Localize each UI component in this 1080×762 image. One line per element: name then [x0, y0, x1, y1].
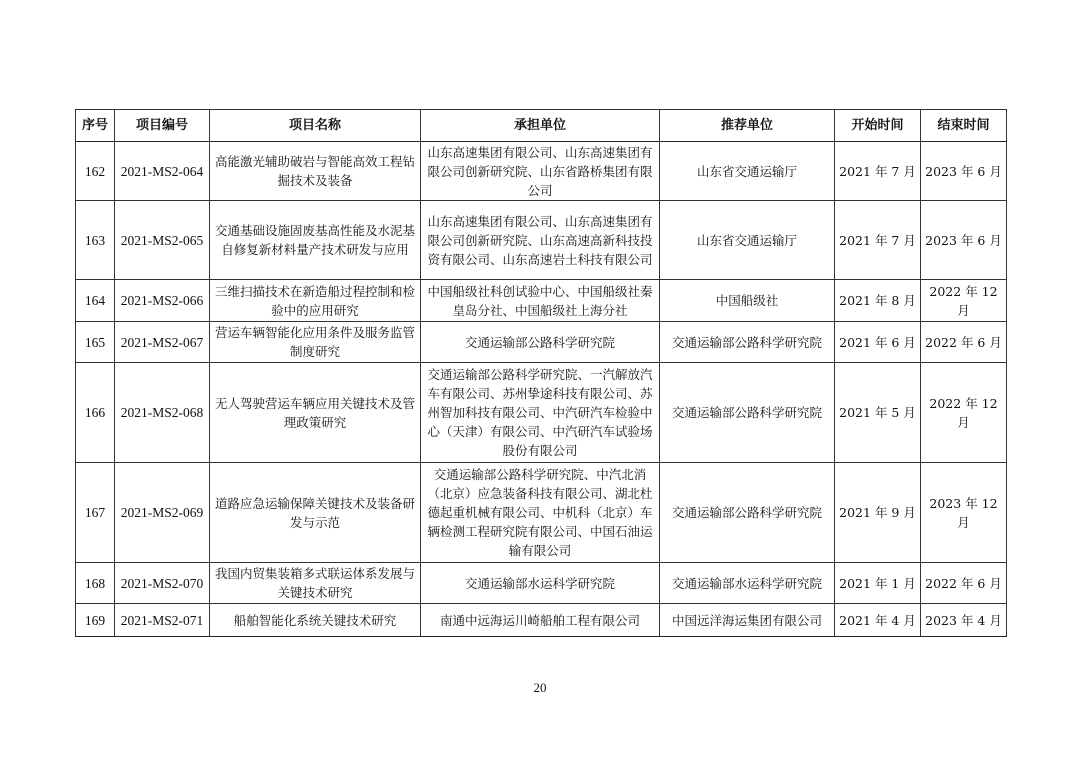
cell-code: 2021-MS2-070 [115, 563, 210, 604]
header-no: 序号 [76, 110, 115, 142]
cell-code: 2021-MS2-066 [115, 280, 210, 322]
cell-start: 2021 年 7 月 [835, 201, 921, 280]
cell-recommender: 交通运输部公路科学研究院 [660, 463, 835, 563]
cell-undertaker: 交通运输部公路科学研究院、一汽解放汽车有限公司、苏州挚途科技有限公司、苏州智加科技有限公司、中汽研汽车检验中心（天津）有限公司、中汽研汽车试验场股份有限公司 [421, 363, 660, 463]
cell-recommender: 山东省交通运输厅 [660, 142, 835, 201]
page-number: 20 [533, 680, 547, 695]
cell-no: 167 [76, 463, 115, 563]
cell-end: 2023 年 6 月 [921, 142, 1007, 201]
cell-name: 三维扫描技术在新造船过程控制和检验中的应用研究 [210, 280, 421, 322]
cell-no: 168 [76, 563, 115, 604]
cell-recommender: 交通运输部水运科学研究院 [660, 563, 835, 604]
cell-name: 营运车辆智能化应用条件及服务监管制度研究 [210, 322, 421, 363]
cell-recommender: 交通运输部公路科学研究院 [660, 363, 835, 463]
cell-undertaker: 山东高速集团有限公司、山东高速集团有限公司创新研究院、山东高速高新科技投资有限公司、山东高速岩土科技有限公司 [421, 201, 660, 280]
header-end: 结束时间 [921, 110, 1007, 142]
cell-undertaker: 南通中远海运川崎船舶工程有限公司 [421, 604, 660, 637]
cell-code: 2021-MS2-069 [115, 463, 210, 563]
cell-recommender: 中国船级社 [660, 280, 835, 322]
cell-start: 2021 年 4 月 [835, 604, 921, 637]
header-start: 开始时间 [835, 110, 921, 142]
cell-recommender: 中国远洋海运集团有限公司 [660, 604, 835, 637]
cell-name: 交通基础设施固废基高性能及水泥基自修复新材料量产技术研发与应用 [210, 201, 421, 280]
cell-code: 2021-MS2-067 [115, 322, 210, 363]
cell-end: 2023 年 12 月 [921, 463, 1007, 563]
cell-code: 2021-MS2-071 [115, 604, 210, 637]
cell-start: 2021 年 6 月 [835, 322, 921, 363]
table-row [76, 142, 1007, 201]
cell-name: 我国内贸集装箱多式联运体系发展与关键技术研究 [210, 563, 421, 604]
table-row [76, 563, 1007, 604]
cell-name: 船舶智能化系统关键技术研究 [210, 604, 421, 637]
project-table [75, 109, 1007, 637]
cell-no: 165 [76, 322, 115, 363]
cell-undertaker: 中国船级社科创试验中心、中国船级社秦皇岛分社、中国船级社上海分社 [421, 280, 660, 322]
cell-end: 2022 年 6 月 [921, 563, 1007, 604]
cell-start: 2021 年 8 月 [835, 280, 921, 322]
cell-undertaker: 交通运输部公路科学研究院 [421, 322, 660, 363]
table-row [76, 463, 1007, 563]
cell-end: 2022 年 6 月 [921, 322, 1007, 363]
cell-undertaker: 交通运输部公路科学研究院、中汽北消（北京）应急装备科技有限公司、湖北杜德起重机械有限公司、中机科（北京）车辆检测工程研究院有限公司、中国石油运输有限公司 [421, 463, 660, 563]
cell-start: 2021 年 7 月 [835, 142, 921, 201]
cell-end: 2023 年 6 月 [921, 201, 1007, 280]
header-code: 项目编号 [115, 110, 210, 142]
table-row [76, 363, 1007, 463]
cell-start: 2021 年 5 月 [835, 363, 921, 463]
table-row [76, 280, 1007, 322]
table-row [76, 322, 1007, 363]
header-recommender: 推荐单位 [660, 110, 835, 142]
cell-end: 2022 年 12 月 [921, 280, 1007, 322]
cell-no: 162 [76, 142, 115, 201]
header-undertaker: 承担单位 [421, 110, 660, 142]
cell-recommender: 交通运输部公路科学研究院 [660, 322, 835, 363]
cell-end: 2023 年 4 月 [921, 604, 1007, 637]
cell-no: 163 [76, 201, 115, 280]
cell-start: 2021 年 9 月 [835, 463, 921, 563]
cell-recommender: 山东省交通运输厅 [660, 201, 835, 280]
cell-undertaker: 山东高速集团有限公司、山东高速集团有限公司创新研究院、山东省路桥集团有限公司 [421, 142, 660, 201]
header-row [76, 110, 1007, 142]
cell-no: 169 [76, 604, 115, 637]
cell-name: 无人驾驶营运车辆应用关键技术及管理政策研究 [210, 363, 421, 463]
cell-code: 2021-MS2-064 [115, 142, 210, 201]
cell-code: 2021-MS2-068 [115, 363, 210, 463]
cell-start: 2021 年 1 月 [835, 563, 921, 604]
header-name: 项目名称 [210, 110, 421, 142]
cell-end: 2022 年 12 月 [921, 363, 1007, 463]
cell-name: 高能激光辅助破岩与智能高效工程钻掘技术及装备 [210, 142, 421, 201]
table-row [76, 604, 1007, 637]
cell-code: 2021-MS2-065 [115, 201, 210, 280]
cell-undertaker: 交通运输部水运科学研究院 [421, 563, 660, 604]
cell-no: 164 [76, 280, 115, 322]
cell-name: 道路应急运输保障关键技术及装备研发与示范 [210, 463, 421, 563]
table-row [76, 201, 1007, 280]
cell-no: 166 [76, 363, 115, 463]
